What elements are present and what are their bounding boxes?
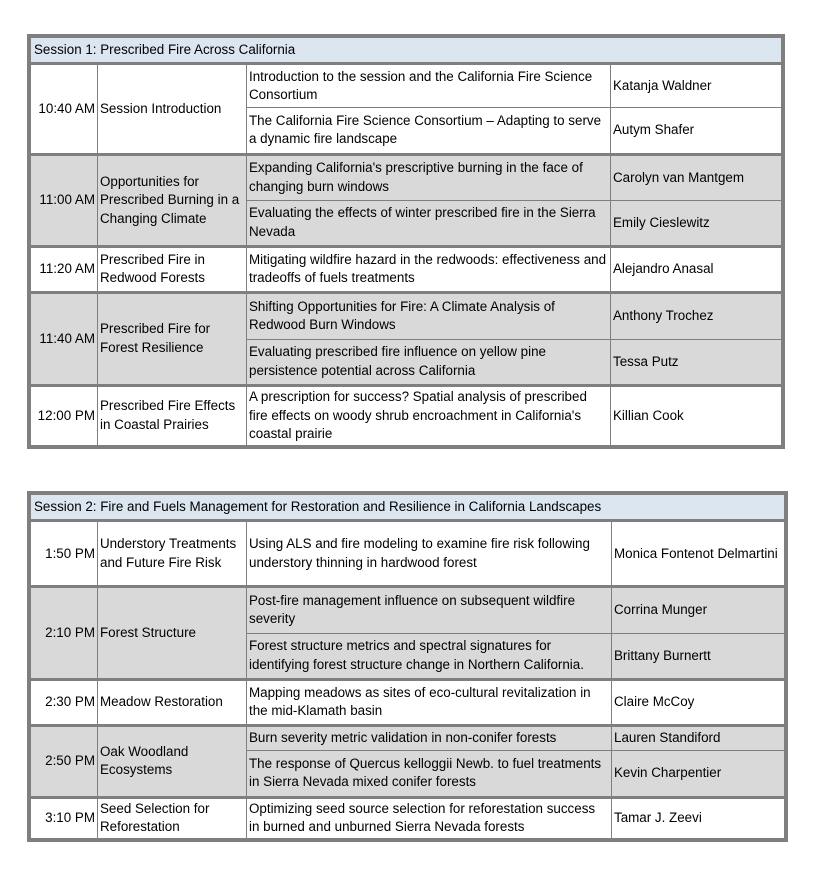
session-group: [31, 725, 785, 797]
speaker-name: Alejandro Anasal: [611, 246, 782, 292]
session-group: [31, 385, 782, 445]
talk-title: Expanding California's prescriptive burning in the face of changing burn windows: [247, 155, 611, 201]
talk-title: The California Fire Science Consortium – Adapting to serve a dynamic fire landscape: [247, 107, 611, 154]
group-time: 11:00 AM: [31, 155, 98, 247]
group-time: 11:40 AM: [31, 292, 98, 385]
group-name: Opportunities for Prescribed Burning in a Changing Climate: [98, 155, 247, 247]
session-group: [31, 680, 785, 726]
talk-title: Shifting Opportunities for Fire: A Climate Analysis of Redwood Burn Windows: [247, 292, 611, 339]
speaker-name: Claire McCoy: [612, 680, 785, 726]
speaker-name: Emily Cieslewitz: [611, 200, 782, 246]
session-group: [31, 64, 782, 155]
group-time: 1:50 PM: [31, 521, 98, 587]
session-group: [31, 155, 782, 247]
talk-title: Post-fire management influence on subsequent wildfire severity: [247, 587, 612, 634]
group-name: Prescribed Fire in Redwood Forests: [98, 246, 247, 292]
talk-title: Forest structure metrics and spectral signatures for identifying forest structure change in Northern California.: [247, 633, 612, 680]
speaker-name: Tamar J. Zeevi: [612, 797, 785, 838]
speaker-name: Carolyn van Mantgem: [611, 155, 782, 201]
talk-title: Using ALS and fire modeling to examine fire risk following understory thinning in hardwood forest: [247, 521, 612, 587]
talk-title: Mitigating wildfire hazard in the redwoods: effectiveness and tradeoffs of fuels treatments: [247, 246, 611, 292]
speaker-name: Lauren Standiford: [612, 725, 785, 750]
group-name: Session Introduction: [98, 64, 247, 155]
speaker-name: Tessa Putz: [611, 339, 782, 385]
session-2-schedule: [27, 491, 788, 842]
session-group: [31, 246, 782, 292]
talk-title: Introduction to the session and the California Fire Science Consortium: [247, 64, 611, 108]
group-name: Prescribed Fire for Forest Resilience: [98, 292, 247, 385]
session-1-table: [30, 37, 782, 446]
session-group: [31, 292, 782, 385]
session-group: [31, 587, 785, 680]
talk-title: Evaluating the effects of winter prescribed fire in the Sierra Nevada: [247, 200, 611, 246]
talk-title: Burn severity metric validation in non-conifer forests: [247, 725, 612, 750]
session-group: [31, 521, 785, 587]
group-time: 2:30 PM: [31, 680, 98, 726]
group-time: 2:50 PM: [31, 725, 98, 797]
group-name: Understory Treatments and Future Fire Risk: [98, 521, 247, 587]
talk-title: Optimizing seed source selection for reforestation success in burned and unburned Sierra Nevada forests: [247, 797, 612, 838]
group-time: 11:20 AM: [31, 246, 98, 292]
speaker-name: Corrina Munger: [612, 587, 785, 634]
group-name: Oak Woodland Ecosystems: [98, 725, 247, 797]
talk-title: A prescription for success? Spatial analysis of prescribed fire effects on woody shrub encroachment in California's coastal prairie: [247, 385, 611, 445]
speaker-name: Brittany Burnertt: [612, 633, 785, 680]
group-name: Forest Structure: [98, 587, 247, 680]
group-time: 12:00 PM: [31, 385, 98, 445]
speaker-name: Monica Fontenot Delmartini: [612, 521, 785, 587]
group-time: 10:40 AM: [31, 64, 98, 155]
session-1-schedule: [27, 34, 785, 449]
speaker-name: Autym Shafer: [611, 107, 782, 154]
session-title: Session 2: Fire and Fuels Management for Restoration and Resilience in California Landscapes: [31, 495, 785, 521]
talk-title: Evaluating prescribed fire influence on yellow pine persistence potential across California: [247, 339, 611, 385]
group-name: Meadow Restoration: [98, 680, 247, 726]
speaker-name: Anthony Trochez: [611, 292, 782, 339]
session-group: [31, 797, 785, 838]
speaker-name: Kevin Charpentier: [612, 751, 785, 798]
talk-title: The response of Quercus kelloggii Newb. to fuel treatments in Sierra Nevada mixed conifer forests: [247, 751, 612, 798]
talk-title: Mapping meadows as sites of eco-cultural revitalization in the mid-Klamath basin: [247, 680, 612, 726]
group-time: 3:10 PM: [31, 797, 98, 838]
speaker-name: Katanja Waldner: [611, 64, 782, 108]
group-time: 2:10 PM: [31, 587, 98, 680]
session-title: Session 1: Prescribed Fire Across California: [31, 38, 782, 64]
speaker-name: Killian Cook: [611, 385, 782, 445]
group-name: Seed Selection for Reforestation: [98, 797, 247, 838]
group-name: Prescribed Fire Effects in Coastal Prairies: [98, 385, 247, 445]
session-2-table: [30, 494, 785, 839]
